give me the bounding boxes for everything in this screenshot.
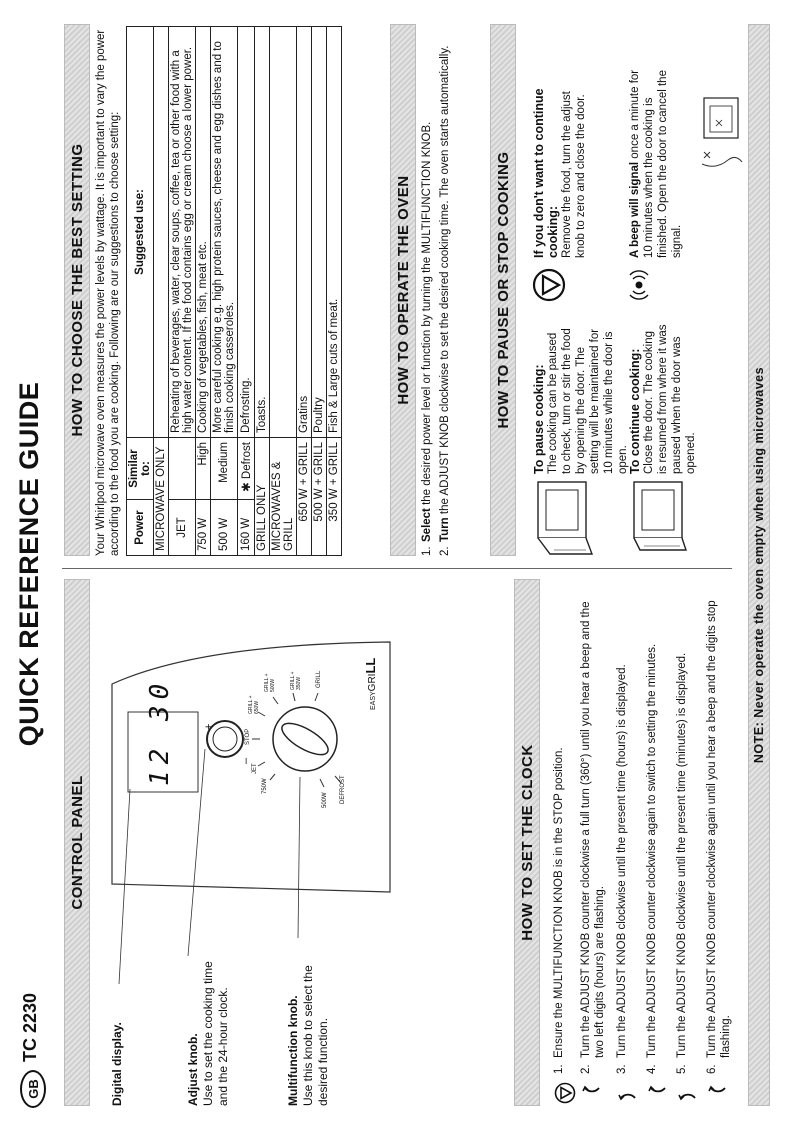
operate-step-body [438, 26, 452, 542]
brand-logo-big: LL [363, 657, 378, 674]
table-row [297, 27, 312, 556]
table-cell-similar [169, 438, 196, 500]
table-cell-similar: High [196, 438, 211, 500]
operate-step-bold: Turn [439, 517, 451, 542]
stop-title: If you don't want to continue cooking: [532, 88, 560, 258]
clock-step-number: 6. [706, 1064, 718, 1074]
table-row [211, 27, 238, 556]
stop-text: Remove the food, turn the adjust knob to zero and close the door. [561, 91, 587, 258]
operate-step [420, 26, 434, 556]
operate-step-body [420, 26, 434, 542]
counter-clockwise-icon [705, 1080, 731, 1106]
table-section-row [255, 27, 270, 556]
table-cell-power: 500 W + GRILL [312, 438, 327, 556]
column-divider [62, 568, 732, 569]
dial-label-500w: 500W [322, 792, 328, 808]
clock-step [645, 581, 675, 1106]
clock-step-text: Turn the ADJUST KNOB counter clockwise again to switch to setting the minutes. [646, 643, 658, 1058]
clockwise-icon [615, 1080, 641, 1106]
country-badge-label: GB [25, 1079, 41, 1099]
table-cell-use [154, 27, 169, 438]
control-panel-heading-text: CONTROL PANEL [68, 775, 86, 910]
dial-label-jet: JET [252, 763, 258, 774]
adjust-knob-minus: – [240, 757, 252, 764]
clock-step-number: 4. [646, 1064, 658, 1074]
dial-label-stop: STOP [245, 728, 251, 745]
table-section-label: MICROWAVE ONLY [154, 438, 169, 556]
operate-heading [390, 24, 416, 556]
digital-display-label [110, 1022, 125, 1106]
table-row [312, 27, 327, 556]
pause-block [532, 324, 630, 474]
table-row [196, 27, 211, 556]
power-settings-table [126, 26, 342, 556]
adjust-knob-label [186, 956, 231, 1106]
table-cell-use: Reheating of beverages, water, clear soups, coffee, tea or other food with a high water content. If the food contains egg or cream choose a lower power. [169, 27, 196, 438]
clock-step [552, 581, 579, 1106]
note-text: NOTE: Never operate the oven empty when using microwaves [752, 366, 766, 764]
table-cell-use: Toasts. [255, 27, 270, 438]
dial-label-750w: 750W [262, 778, 268, 794]
clock-step-number: 5. [676, 1064, 688, 1074]
adjust-knob-desc: Use to set the cooking time and the 24-hour clock. [201, 961, 230, 1106]
table-cell-use: Defrosting. [238, 27, 255, 438]
table-header-use: Suggested use: [127, 27, 154, 438]
best-setting-heading [64, 24, 90, 556]
beep-bold: A beep will signal [629, 161, 641, 258]
table-row [169, 27, 196, 556]
clock-step-text: Turn the ADJUST KNOB counter clockwise a full turn (360°) until you hear a beep and the two left digits (hours) are flashing. [580, 601, 606, 1058]
dial-label-grill-650: GRILL + 650W [248, 695, 260, 714]
table-section-row [270, 27, 297, 556]
pause-title: To pause cooking: [532, 364, 546, 474]
dial-label-grill: GRILL [316, 670, 322, 688]
table-cell-similar: Medium [211, 438, 238, 500]
table-section-label: MICROWAVES & GRILL [270, 438, 297, 556]
stop-icon [552, 1080, 578, 1106]
note-footer [748, 24, 770, 1106]
dial-label-grill-500: GRILL + 500W [264, 673, 276, 692]
clock-step-text: Turn the ADJUST KNOB clockwise until the present time (minutes) is displayed. [676, 652, 688, 1058]
clock-step-number: 1. [553, 1064, 565, 1074]
multifunction-knob-title: Multifunction knob. [286, 995, 300, 1106]
table-cell-use: Gratins [297, 27, 312, 438]
operate-step-text: the ADJUST KNOB clockwise to set the desired cooking time. The oven starts automatically. [439, 45, 451, 518]
continue-text: Close the door. The cooking is resumed from where it was paused when the door was opened. [643, 324, 697, 474]
clock-step [675, 581, 705, 1106]
table-cell-use: More careful cooking e.g. high protein sauces, cheese and egg dishes and to finish cooking casseroles. [211, 27, 238, 438]
brand-logo-small: EASY [370, 691, 377, 710]
stop-block [532, 88, 588, 258]
dial-label-defrost: DEFROST [340, 775, 346, 804]
beep-block [628, 68, 684, 258]
oven-door-closed-icon [628, 478, 690, 556]
clock-step-text: Turn the ADJUST KNOB counter clockwise again until you hear a beep and the digits stop flashing. [706, 600, 732, 1058]
table-cell-power: 160 W [238, 500, 255, 556]
clock-steps [552, 581, 741, 1106]
table-row [238, 27, 255, 556]
table-cell-use: Fish & Large cuts of meat. [327, 27, 342, 438]
best-setting-heading-text: HOW TO CHOOSE THE BEST SETTING [68, 143, 86, 437]
dial-label-grill-350: GRILL + 350W [290, 671, 302, 690]
clock-heading [514, 579, 540, 1106]
model-number: TC 2230 [20, 992, 40, 1062]
page-title: QUICK REFERENCE GUIDE [14, 381, 44, 747]
operate-step-number: 2. [439, 546, 451, 556]
table-header-row [127, 27, 154, 556]
beep-signal-icon [628, 268, 650, 302]
clock-step [705, 581, 741, 1106]
table-cell-use [270, 27, 297, 438]
stop-icon [532, 268, 566, 302]
brand-logo-mid: GRI [367, 673, 378, 692]
no-empty-oven-icon [696, 92, 746, 174]
table-cell-power: 350 W + GRILL [327, 438, 342, 556]
table-cell-use: Cooking of vegetables, fish, meat etc. [196, 27, 211, 438]
clock-step-number: 3. [616, 1064, 628, 1074]
operate-step-text: the desired power level or function by turning the MULTIFUNCTION KNOB. [421, 121, 433, 509]
clock-heading-text: HOW TO SET THE CLOCK [518, 744, 536, 941]
table-cell-power: JET [169, 500, 196, 556]
table-row [327, 27, 342, 556]
digital-display-label-text: Digital display. [110, 1022, 124, 1106]
adjust-knob-plus: + [203, 723, 215, 730]
table-section-row [154, 27, 169, 556]
table-section-label: GRILL ONLY [255, 438, 270, 556]
operate-step-number: 1. [421, 546, 433, 556]
operate-heading-text: HOW TO OPERATE THE OVEN [394, 175, 412, 405]
table-cell-use: Poultry [312, 27, 327, 438]
oven-door-open-icon [532, 478, 594, 556]
beep-text: once a minute for 10 minutes when the cooking is finished. Open the door to cancel the signal. [629, 69, 683, 258]
clock-step-text: Turn the ADJUST KNOB clockwise until the present time (hours) is displayed. [616, 664, 628, 1058]
table-cell-similar: ✱ Defrost [238, 438, 255, 500]
best-setting-intro: Your Whirlpool microwave oven measures the power levels by wattage. It is important to vary the power according to the food you are cooking. Following are our suggestions to choose setting: [95, 29, 121, 556]
table-header-similar: Similar to: [127, 438, 154, 500]
pause-heading-text: HOW TO PAUSE OR STOP COOKING [494, 151, 512, 429]
pause-heading [490, 24, 516, 556]
clock-step [615, 581, 645, 1106]
multifunction-knob-desc: Use this knob to select the desired function. [301, 965, 330, 1106]
clock-step-number: 2. [580, 1064, 592, 1074]
table-header-power: Power [127, 500, 154, 556]
multifunction-knob-label [286, 936, 331, 1106]
adjust-knob-title: Adjust knob. [186, 1033, 200, 1106]
clock-step-text: Ensure the MULTIFUNCTION KNOB is in the STOP position. [553, 747, 565, 1058]
table-cell-power: 650 W + GRILL [297, 438, 312, 556]
pause-text: The cooking can be paused to check, turn or stir the food by opening the door. The setting will be maintained for 10 minutes while the door is open. [547, 328, 629, 474]
table-cell-power: 750 W [196, 500, 211, 556]
counter-clockwise-icon [579, 1080, 605, 1106]
clock-step [579, 581, 615, 1106]
clockwise-icon [675, 1080, 701, 1106]
continue-title: To continue cooking: [628, 348, 642, 474]
table-cell-power: 500 W [211, 500, 238, 556]
operate-step-bold: Select [421, 508, 433, 542]
operate-step [438, 26, 452, 556]
counter-clockwise-icon [645, 1080, 671, 1106]
continue-block [628, 324, 698, 474]
operate-steps [420, 26, 452, 556]
display-digits: 12 30 [145, 677, 175, 786]
